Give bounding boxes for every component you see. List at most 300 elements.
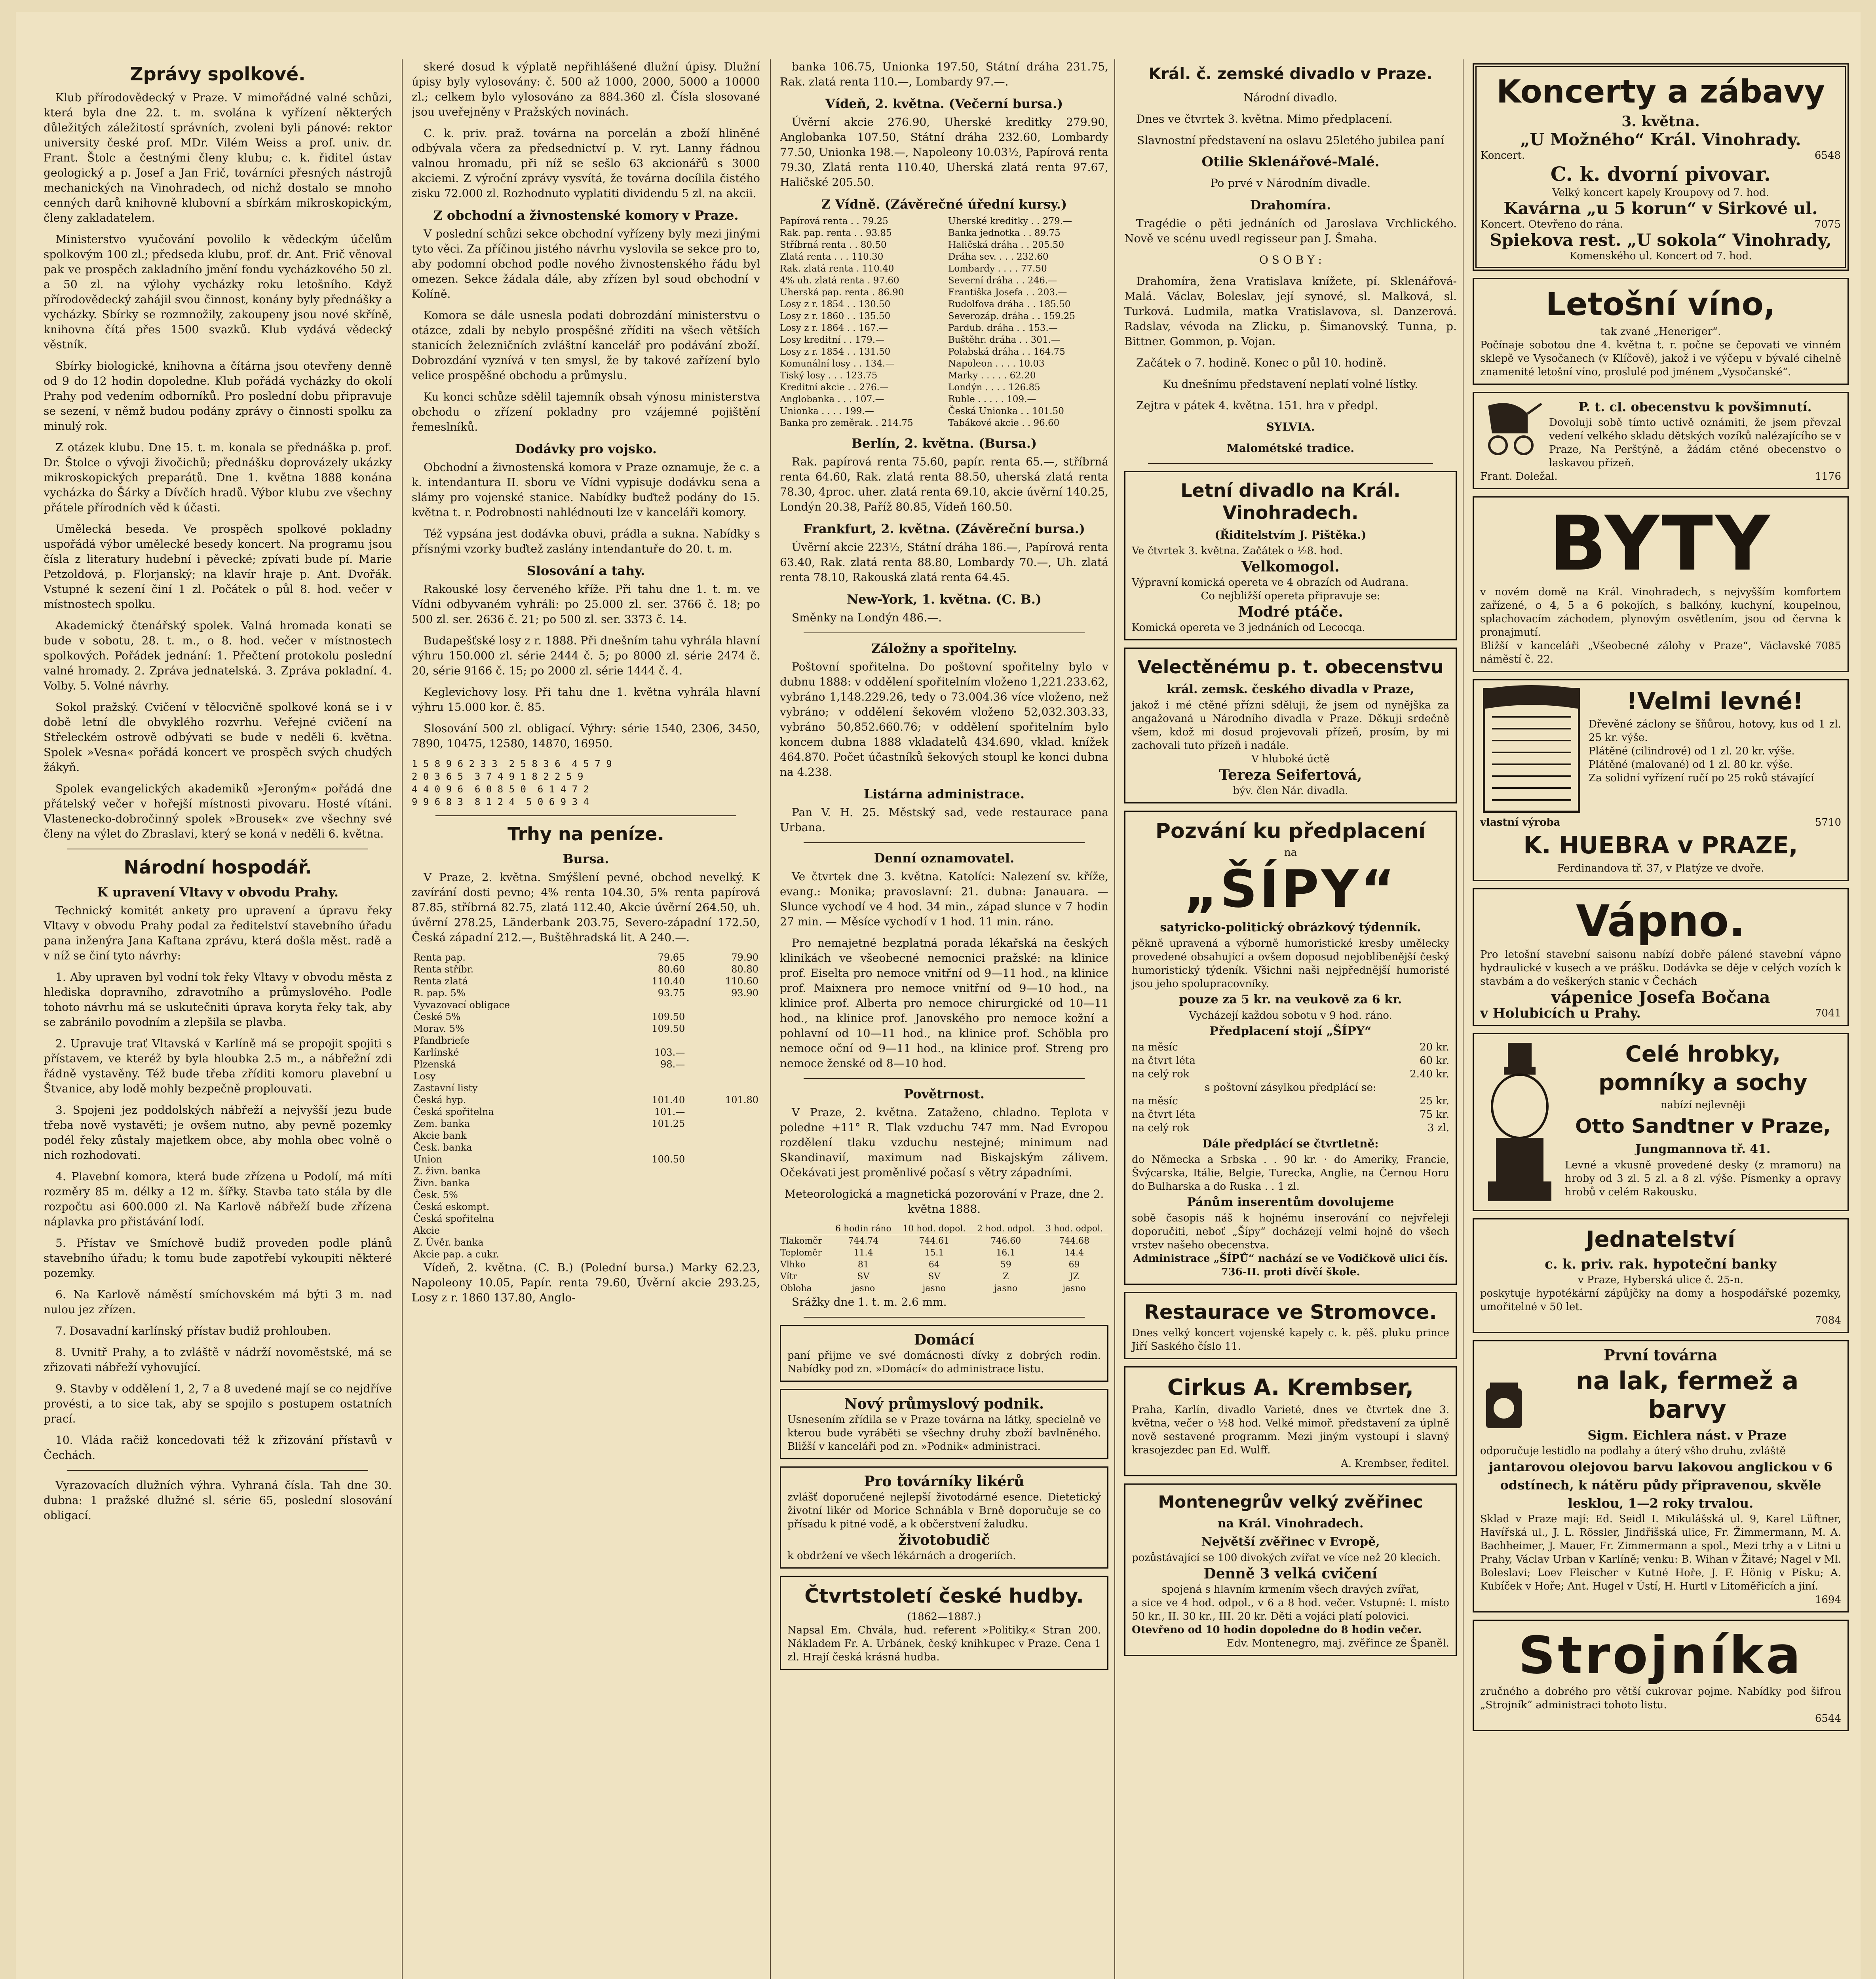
exchange-cell: 79.65 (658, 952, 685, 963)
quote-item: Napoleon . . . . 10.03 (948, 359, 1045, 369)
paragraph: Pro nemajetné bezplatná porada lékařská na českých klinikách ve všeobecné nemocnici pražské: na klinice prof. Eiselta pro nemoce vnitřní od 9—11 hod., na klinice prof. Maixnera pro nemoce vnitřní od 9—10 hod., na klinice prof. Albertа pro nemoce chirurgické od 10—11 hod., na klinice prof. Janovského pro nemoce kožní a pohlavní od 10—11 hod., na klinice prof. Schöbla pro nemoce oční od 9—11 hod., na klinice prof. Streng pro nemoce ženské od 8—10 hod. (780, 936, 1108, 1070)
paragraph: Slavnostní představení na oslavu 25letého jubilea paní (1137, 134, 1444, 147)
sipy-ad (1124, 811, 1457, 1285)
ad-text: Usnesením zřídila se v Praze továrna na látky, specielně ve kterou bude vyráběti se všechny druhy zboží bavlněného. Bližší v kanceláři pod zn. »Podnik« administraci. (787, 1414, 1101, 1453)
weather-cell: 14.4 (1064, 1248, 1084, 1258)
ad-subtitle: Sigm. Eichlera nást. v Praze (1587, 1428, 1787, 1443)
quote-item: Losy kreditní . . 179.— (780, 335, 885, 345)
exchange-row (412, 1213, 760, 1225)
section-title: Král. č. zemské divadlo v Praze. (1148, 65, 1433, 83)
ad-text: zvlášť doporučené nejlepší životodárné esence. Dietetický životní likér od Morice Schnábla v Brně doporučuje se co přísadu k pitné vodě, a k občerstvení žaludku. (787, 1491, 1101, 1530)
quote-item: Stříbrná renta . . 80.50 (780, 240, 887, 250)
newspaper-page (16, 12, 1861, 1979)
exchange-cell: Z. Úvěr. banka (413, 1237, 484, 1248)
section-subtitle: K upravení Vltavy v obvodu Prahy. (97, 885, 338, 900)
exchange-cell (686, 1201, 760, 1213)
concerts-ad (1473, 63, 1849, 271)
ad-text: na (1284, 847, 1297, 858)
quote-item: Kreditní akcie . . 276.— (780, 382, 889, 393)
weather-header-cell: 10 hod. dopol. (897, 1223, 971, 1235)
column-1 (44, 59, 392, 1979)
advertisement (780, 1325, 1108, 1382)
price-row (1132, 1041, 1449, 1054)
price-label: na čtvrt léta (1132, 1055, 1196, 1067)
paragraph: Směnky na Londýn 486.—. (792, 611, 942, 624)
paragraph: Srážky dne 1. t. m. 2.6 mm. (792, 1295, 947, 1309)
ad-line-meta (1481, 218, 1841, 231)
paragraph: Rakouské losy červeného kříže. Při tahu dne 1. t. m. ve Vídni odbyvaném vyhráli: po 25.000 zl. ser. 3766 č. 18; po 500 zl. ser. 2636 č. 21; po 500 zl. ser. 3373 č. 14. (412, 583, 760, 626)
ad-text: Praha, Karlín, divadlo Varieté, dnes ve čtvrtek dne 3. května, večer o ½8 hod. Velké mimoř. představení za úplně nově sestavené programm. Mezi jiným vystoupí i slavný krasojezdec pan Ed. Wulff. (1132, 1404, 1449, 1456)
exchange-cell (613, 1189, 687, 1201)
exchange-row (412, 1094, 760, 1106)
paragraph: Ve čtvrtek dne 3. května. Katolíci: Nalezení sv. kříže, evang.: Monika; pravoslavní: 21. dubna: Janauara. — Slunce vychodí ve 4 hod. 34 min., západ slunce v 7 hodin 27 min. — Měsíce vychodí v 1 hod. 11 min. ráno. (780, 870, 1108, 928)
ad-signature: Bližší v kanceláři „Všeobecné zálohy v Praze“, Václavské náměstí č. 22. (1480, 640, 1811, 665)
paragraph: Drahomíra, žena Vratislava knížete, pí. Sklenářová-Malá. Václav, Boleslav, její synové, sl. Malková, sl. Turková. Ludmila, matka Vratislavova, sl. Danzerová. Radslav, vévoda na Zlicku, p. Šimanovský. Tunna, p. Bittner. Gommon, p. Vojan. (1124, 275, 1457, 348)
paragraph: Ministerstvo vyučování povolilo k vědeckým účelům spolkovým 100 zl.; předseda klubu, prof. dr. Ant. Frič věnoval pak ve prospěch zakladního jmění fondu vycházkového 50 zl. a 50 zl. na výlohy vycházky roku letošního. Když přírodovědecký zahájil svou činnost, konány byly přednášky a vycházky. Sbírky se rozmnožily, zakoupeny jsou nové skříně, knihovna čítá přes 1500 svazků. Klub vydává vědecký věstník. (44, 233, 392, 351)
quote-item: Losy z r. 1860 . . 135.50 (780, 311, 891, 321)
paragraph: Komora se dále usnesla podati dobrozdání ministerstvu o otázce, zdali by nebylo prospěšné zříditi na všech větších stanicích železničních zvláštní kancelář pro podávání zboží. Dobrozdání vyznívá v ten smysl, že by takové zařízení bylo velice prospěšné obchodu a průmyslu. (412, 309, 760, 382)
quote-item: Banka pro zeměrak. . 214.75 (780, 418, 913, 428)
ad-number: 7084 (1815, 1314, 1841, 1326)
exchange-cell: Vyvazovací obligace (413, 999, 510, 1010)
ad-text: pouze za 5 kr. na veukově za 6 kr. (1179, 993, 1402, 1007)
ad-number: 1694 (1815, 1594, 1841, 1606)
ad-text: Edv. Montenegro, maj. zvěřince ze Španěl. (1226, 1637, 1449, 1649)
ad-text: s poštovní zásylkou předplácí se: (1205, 1082, 1376, 1094)
exchange-cell (686, 1082, 760, 1094)
ad-text: Dnes velký koncert vojenské kapely c. k. pěš. pluku prince Jiří Saského číslo 11. (1132, 1327, 1449, 1352)
exchange-cell: Karlínské (413, 1047, 459, 1058)
weather-header-cell: 2 hod. odpol. (971, 1223, 1040, 1235)
paragraph: Umělecká beseda. Ve prospěch spolkové pokladny uspořádá výbor umělecké besedy koncert. Na programu jsou čísla z literatury hudební i pěvecké; zpívati bude pí. Marie Petzoldová, p. Florjanský; na klavír hraje p. Ant. Dvořák. Vstupné k sezení činí 1 zl. Počátek o půl 8. hod. večer v místnostech spolku. (44, 522, 392, 611)
paragraph: 4. Plavební komora, která bude zřízena u Podolí, má míti rozměry 85 m. délky a 12 m. šířky. Stavba tato stála by dle rozpočtu asi 600.000 zl. Na Karlově nábřeží bude zřízena náplavka pro přistávání lodí. (44, 1170, 392, 1228)
paragraph: Klub přírodovědecký v Praze. V mimořádné valné schůzi, která byla dne 22. t. m. svolána k vyřízení některých důležitých záležitostí správních, zvoleni byli pánové: rektor university české prof. MDr. Vilém Weiss a prof. univ. dr. Frant. Štolc a čestnými členy klubu; c. k. řiditel ústav geologický a p. Josef a Jan Frič, továrníci přesných nástrojů mechanických na Vinohradech, od nichž dostalo se mnoho cenných darů knihovně klubovní a sbírkám mikroskopickým, členy zakladatelem. (44, 91, 392, 224)
exchange-cell (686, 999, 760, 1011)
divider (67, 1470, 368, 1471)
weather-cell: Tlakoměr (780, 1236, 822, 1246)
exchange-cell: 110.40 (652, 976, 685, 987)
exchange-cell (613, 1070, 687, 1082)
quote-item: Severozáp. dráha . . 159.25 (948, 311, 1075, 321)
paragraph: 8. Uvnitř Prahy, a to zvláště v nádrží novoměstské, má se zřizovati nábřeží vyhovující. (44, 1346, 392, 1374)
ad-text: Otevřeno od 10 hodin dopoledne do 8 hodin večer. (1132, 1624, 1422, 1636)
column-rule (770, 59, 771, 1979)
weather-cell: jasno (852, 1284, 875, 1293)
quote-item: Dráha sev. . . . 232.60 (948, 252, 1049, 262)
paragraph: Dnes ve čtvrtek 3. května. Mimo předplacení. (1136, 112, 1393, 125)
ad-headline: „ŠÍPY“ (1184, 859, 1397, 919)
ad-line-meta (1481, 149, 1841, 162)
weather-cell: jasno (1062, 1284, 1086, 1293)
weather-cell: 744.68 (1059, 1236, 1090, 1246)
weather-cell: 64 (928, 1260, 940, 1270)
section-title: Slosování a tahy. (526, 563, 645, 578)
ad-text: A. Krembser, ředitel. (1341, 1458, 1449, 1470)
advertisement (780, 1389, 1108, 1459)
ad-title: Montenegrův velký zvěřinec (1158, 1492, 1423, 1512)
paragraph: V Praze, 2. května. Smýšlení pevné, obchod nevelký. K zavírání dosti pevno; 4% renta 104.30, 5% rentа papírová 87.85, stříbrná 82.75, zlatá 112.40, Akcie úvěrní 264.50, uh. úvěrní 278.25, Länderbank 203.75, Severo-západní 172.50, Česká západní 212.—, Buštěhradská lit. A 240.—. (412, 871, 760, 944)
quote-item: Haličská dráha . . 205.50 (948, 240, 1064, 250)
column-2 (412, 59, 760, 1979)
quote-item: Česká Unionka . . 101.50 (948, 406, 1064, 416)
exchange-row (412, 1141, 760, 1153)
ad-signature: Frant. Doležal. (1480, 471, 1558, 482)
ad-subtitle: tak zvané „Heneriger“. (1600, 326, 1721, 338)
exchange-cell (613, 1177, 687, 1189)
paragraph: Sokol pražský. Cvičení v tělocvičně spolkové koná se i v době letní dle obvyklého rozvrhu. Veřejné cvičení na Střeleckém ostrově odbývati se bude v neděli 6. května. Spolek »Vesna« pořádá koncert ve prospěch svých chudých žákyň. (44, 701, 392, 774)
ad-text: nabízí nejlevněji (1660, 1099, 1746, 1111)
ad-headline: Velkomogol. (1241, 558, 1340, 575)
price-value: 2.40 kr. (1410, 1068, 1449, 1080)
ad-headline: Denně 3 velká cvičení (1203, 1565, 1378, 1582)
weather-cell: SV (857, 1272, 870, 1282)
ad-text: Sklad v Praze mají: Ed. Seidl I. Mikulášská ul. 9, Karel Lüftner, Havířská ul., J. L. Rössler, Jindřišská ulice, Fr. Žimmermann, M. A. Bachheimer, J. Mauer, Fr. Zimmermann a spol., Mezi trhy a v Litni u Prahy, Václav Urban v Karlíně; venku: B. Wihan v Žitavé; Nagel v Ml. Boleslavi; Loev Fleischer v Kutné Hoře, J. F. Hönig v Písku; A. Kubíček v Hoře; Ant. Hugel v Ústí, H. Hurtl v Litoměřicích a jiní. (1480, 1513, 1841, 1592)
ad-text: Pánům inserentům dovolujeme (1187, 1195, 1394, 1209)
section-subtitle: Bursa. (563, 851, 609, 866)
exchange-cell (613, 1165, 687, 1177)
ad-number: 1176 (1815, 471, 1841, 482)
ad-title: Celé hrobky, (1625, 1041, 1781, 1067)
paragraph: Úvěrní akcie 276.90, Uherské kreditky 279.90, Anglobanka 107.50, Státní dráha 232.60, Lombardy 77.50, Unionka 198.—, Napoleony 10.03½, Papírová renta 79.30, Zlatá renta 110.40, Uherská zlatá renta 97.67, Haličské 205.50. (780, 116, 1108, 189)
exchange-cell: 109.50 (652, 1023, 685, 1034)
ad-text: Velký koncert kapely Kroupovy od 7. hod. (1552, 187, 1769, 199)
ad-text: Ve čtvrtek 3. května. Začátek o ½8. hod. (1132, 545, 1343, 557)
divider (1148, 463, 1433, 464)
ad-text: do Německa a Srbska . . 90 kr. · do Ameriky, Francie, Švýcarska, Itálie, Belgie, Turecka, Anglie, na Černou Horu do Bulharska a do Ruska . . 1 zl. (1132, 1154, 1449, 1193)
divider (804, 842, 1085, 843)
exchange-cell (613, 1082, 687, 1094)
ad-text: Napsal Em. Chvála, hud. referent »Politiky.« Stran 200. Nákladem Fr. A. Urbánek, český knihkupec v Praze. Cena 1 zl. Hrají česká krásná hudba. (787, 1624, 1101, 1663)
weather-cell: 746.60 (990, 1236, 1021, 1246)
paragraph: Poštovní spořitelna. Do poštovní spořitelny bylo v dubnu 1888: v oddělení spořitelním vloženo 1,221.233.62, vybráno 1,148.229.26, tedy o 73.004.36 více vloženo, než vybráno; v oddělení šekovém vloženo 52,032.303.33, vybráno 50,852.660.76; v oddělení spořitelním bylo koncem dubna 1888 vkladatelů 434.690, vklad. knížek 464.870. Počet účastníků šekových stoupl ke konci dubna na 4.238. (780, 660, 1108, 779)
exchange-cell (686, 1046, 760, 1058)
exchange-cell: 103.— (654, 1047, 685, 1058)
play-title: Drahomíra. (1250, 198, 1331, 213)
quote-item: Tiský losy . . . 123.75 (780, 370, 878, 381)
exchange-cell: Česká spořitelna (413, 1106, 494, 1117)
weather-cell: 744.61 (919, 1236, 950, 1246)
quote-item: Losy z r. 1854 . . 130.50 (780, 299, 891, 310)
weather-header-cell (780, 1223, 830, 1235)
paragraph: Rak. papírová renta 75.60, papír. renta 65.—, stříbrná renta 64.60, Rak. zlatá renta 88.50, uherská zlatá renta 78.30, 4proc. uher. zlatá renta 69.10, akcie úvěrní 140.25, Londýn 20.38, Paříž 80.85, Vídeň 160.50. (780, 455, 1108, 513)
exchange-row (412, 1189, 760, 1201)
section-title: Záložny a spořitelny. (871, 641, 1017, 656)
weather-cell: Vítr (780, 1272, 797, 1282)
exchange-cell (686, 1165, 760, 1177)
exchange-cell (686, 1248, 760, 1260)
exchange-row (412, 1177, 760, 1189)
column-4 (1124, 59, 1457, 1979)
ad-text: k obdržení ve všech lékárnách a drogeriích. (787, 1550, 1016, 1562)
cast-title: O S O B Y : (1259, 253, 1322, 266)
weather-cell: JZ (1069, 1272, 1079, 1282)
weather-table (780, 1223, 1108, 1295)
divider (804, 1317, 1085, 1318)
quote-item: Ruble . . . . . 109.— (948, 394, 1036, 405)
tombstone-icon (1480, 1039, 1559, 1205)
divider (804, 1078, 1085, 1079)
exchange-cell: R. pap. 5% (413, 988, 466, 999)
price-row (1132, 1054, 1449, 1067)
exchange-cell: 79.90 (731, 952, 758, 963)
weather-row (780, 1271, 1108, 1283)
exchange-cell: 109.50 (652, 1011, 685, 1022)
exchange-row (412, 1236, 760, 1248)
paragraph: Obchodní a živnostenská komora v Praze oznamuje, že c. a k. intendantura II. sboru ve Vídni vypisuje dodávku sena a slámy pro vojenské stanice. Nabídky buďtež podány do 15. května t. r. Podrobnosti nahlédnouti lze v kanceláři komory. (412, 461, 760, 519)
price-list (1132, 1094, 1449, 1135)
price-row (1132, 1108, 1449, 1121)
exchange-cell (686, 1035, 760, 1046)
ad-headline: Tereza Seifertová, (1219, 767, 1362, 783)
ad-number: 7075 (1814, 218, 1841, 230)
restaurant-ad (1124, 1292, 1457, 1359)
ad-item: Plátěné (cilindrové) od 1 zl. 20 kr. výše. (1589, 745, 1795, 757)
ad-text: V hluboké úctě (1251, 753, 1330, 765)
quote-item: Františka Josefa . . 203.— (948, 287, 1067, 298)
weather-cell: Obloha (780, 1284, 812, 1293)
ad-headline: Největší zvěřinec v Evropě, (1201, 1535, 1380, 1549)
exchange-row (412, 1011, 760, 1023)
weather-cell: Vlhko (780, 1260, 806, 1270)
exchange-cell: Zastavní listy (413, 1083, 478, 1094)
ad-item: Plátěné (malované) od 1 zl. 80 kr. výše. (1589, 759, 1793, 771)
paragraph: Zejtra v pátek 4. května. 151. hra v předpl. (1136, 399, 1378, 412)
ad-title: Restaurace ve Stromovce. (1144, 1301, 1437, 1324)
price-list (1132, 1041, 1449, 1081)
column-rule (1463, 59, 1464, 1979)
ad-line: Kavárna „u 5 korun“ v Sirkové ul. (1503, 199, 1818, 218)
exchange-cell: Česk. banka (413, 1142, 472, 1153)
divider (804, 632, 1085, 633)
exchange-row (412, 1118, 760, 1130)
paint-can-icon (1480, 1377, 1528, 1432)
exchange-cell: 101.80 (725, 1094, 758, 1105)
paragraph: Budapešťské losy z r. 1888. Při dnešním tahu vyhrála hlavní výhru 150.000 zl. série 2444 č. 5; po 8000 zl. série 2474 č. 20, série 9166 č. 15; po 2000 zl. série 1444 č. 4. (412, 634, 760, 677)
quote-item: Lombardy . . . . 77.50 (948, 264, 1047, 274)
exchange-row (412, 1070, 760, 1082)
flats-ad (1473, 496, 1849, 672)
ad-number: 5710 (1815, 817, 1841, 828)
ad-text: Levné a vkusně provedené desky (z mramoru) na hroby od 3 zl. 5 zl. a 8 zl. výše. Písmenky a opravy hrobů v celém Rakousku. (1565, 1159, 1841, 1198)
weather-header-cell: 6 hodin ráno (830, 1223, 897, 1235)
exchange-row (412, 987, 760, 999)
exchange-cell: 80.60 (658, 964, 685, 975)
weather-cell: SV (928, 1272, 941, 1282)
exchange-cell: Česká spořitelna (413, 1213, 494, 1224)
exchange-row (412, 999, 760, 1011)
ad-title: Pozvání ku předplacení (1155, 819, 1426, 843)
weather-cell: 16.1 (996, 1248, 1016, 1258)
weather-cell: 81 (857, 1260, 869, 1270)
ad-text: spojená s hlavním krmením všech dravých zvířat, (1161, 1584, 1420, 1595)
exchange-cell: 98.— (660, 1059, 685, 1070)
exchange-cell (613, 1130, 687, 1141)
exchange-cell (686, 1225, 760, 1236)
exchange-cell (613, 1035, 687, 1046)
exchange-cell: Česká eskompt. (413, 1201, 490, 1212)
quote-item: Tabákové akcie . . 96.60 (948, 418, 1060, 428)
section-title: Listárna administrace. (863, 786, 1025, 801)
circus-ad (1124, 1366, 1457, 1476)
exchange-cell: Živn. banka (413, 1178, 470, 1189)
exchange-cell: 93.75 (658, 988, 685, 999)
ad-item: Za solidní vyřízení ručí po 25 roků stávající (1589, 772, 1814, 784)
exchange-cell: Renta pap. (413, 952, 466, 963)
quote-item: Severní dráha . . 246.— (948, 275, 1057, 286)
section-title: Národní hospodář. (124, 857, 312, 878)
mortgage-ad (1473, 1218, 1849, 1333)
price-label: na čtvrt léta (1132, 1109, 1196, 1121)
ad-title: Pro továrníky likérů (864, 1473, 1024, 1490)
exchange-cell: 80.80 (731, 964, 758, 975)
ad-text: zručného a dobrého pro větší cukrovar pojme. Nabídky pod šifrou „Strojník“ administraci tohoto listu. (1480, 1686, 1841, 1711)
quote-item: Rudolfova dráha . . 185.50 (948, 299, 1071, 310)
ad-title: P. t. cl. obecenstvu k povšimnutí. (1578, 399, 1812, 414)
paragraph: Keglevichovy losy. Při tahu dne 1. května vyhrála hlavní výhru 15.000 kor. č. 85. (412, 686, 760, 714)
ad-text: býv. člen Nár. divadla. (1233, 785, 1348, 797)
quote-item: Papírová renta . . 79.25 (780, 216, 888, 226)
exchange-cell: 100.50 (652, 1154, 685, 1165)
column-rule (1114, 59, 1115, 1979)
price-row (1132, 1094, 1449, 1108)
price-row (1132, 1067, 1449, 1081)
paragraph: 6. Na Karlově náměstí smíchovském má býti 3 m. nad nulou jez zřízen. (44, 1288, 392, 1316)
exchange-cell (613, 1213, 687, 1225)
exchange-cell (613, 1236, 687, 1248)
ad-text: jantarovou olejovou barvu lakovou anglickou v 6 odstínech, k nátěru půdy připravenou, skvěle lesklou, 1—2 roky trvalou. (1488, 1459, 1833, 1511)
weather-cell: 15.1 (924, 1248, 944, 1258)
quote-item: Londýn . . . . 126.85 (948, 382, 1040, 393)
paragraph: banka 106.75, Unionka 197.50, Státní dráha 231.75, Rak. zlatá renta 110.—, Lombardy 97.—. (780, 60, 1108, 88)
quote-item: Pardub. dráha . . 153.— (948, 323, 1058, 333)
exchange-cell (686, 1130, 760, 1141)
subtitle: Národní divadlo. (1243, 91, 1338, 104)
tombstone-ad (1473, 1033, 1849, 1211)
exchange-cell: 101.25 (652, 1118, 685, 1129)
exchange-cell: Česk. 5% (413, 1189, 458, 1200)
ad-text: Co nejbližší opereta připravuje se: (1201, 590, 1380, 602)
ad-text: v novém domě na Král. Vinohradech, s nejvyšším komfortem zařízené, o 4, 5 a 6 pokojích, s balkóny, kuchyní, koupelnou, splachovacím záchodem, plynovým osvětlením, jsou od června k pronajmutí. (1480, 586, 1841, 638)
paragraph: Ku konci schůze sdělil tajemník obsah výnosu ministerstva obchodu o zřízení pokladny pro vzájemné pojištění řemeslníků. (412, 390, 760, 433)
quote-item: Rak. zlatá renta . 110.40 (780, 264, 894, 274)
quote-item: Uherská pap. renta . 86.90 (780, 287, 904, 298)
paragraph: 5. Přístav ve Smíchově budiž proveden podle plánů stavebního úřadu; k tomu bude zapotřebí vykoupiti některé pozemky. (44, 1236, 392, 1280)
pram-ad (1473, 392, 1849, 489)
advertisement (780, 1466, 1108, 1569)
exchange-cell: Plzenská (413, 1059, 456, 1070)
paragraph: 1. Aby upraven byl vodní tok řeky Vltavy v obvodu města z hlediska dopravního, zdravotního a průmyslového. Podle tohoto návrhu má se uskutečniti úprava koryta řeky tak, aby se zabránilo povodním a zlepšila se plavba. (44, 971, 392, 1029)
exchange-cell: Akcie pap. a cukr. (413, 1249, 499, 1260)
exchange-cell: Akcie bank (413, 1130, 467, 1141)
ad-line: C. k. dvorní pivovar. (1550, 162, 1771, 186)
price-value: 20 kr. (1420, 1041, 1449, 1053)
exchange-cell: Morav. 5% (413, 1023, 464, 1034)
section-subtitle: Berlín, 2. května. (Bursa.) (851, 436, 1037, 451)
ad-line-meta (1480, 1007, 1841, 1020)
ad-title: Letní divadlo na Král. Vinohradech. (1180, 480, 1401, 523)
exchange-cell: Renta zlatá (413, 976, 468, 987)
price-value: 3 zl. (1427, 1122, 1449, 1134)
ad-subtitle: (Řiditelstvím J. Pištěka.) (1215, 528, 1367, 541)
exchange-cell: Z. živn. banka (413, 1166, 481, 1177)
ad-subtitle: satyricko-politický obrázkový týdenník. (1160, 921, 1421, 934)
exchange-row (412, 1082, 760, 1094)
paragraph: Slosování 500 zl. obligací. Výhry: série 1540, 2306, 3450, 7890, 10475, 12580, 14870, 16950. (412, 722, 760, 750)
exchange-cell: 93.90 (731, 988, 758, 999)
ad-line: „U Možného“ Král. Vinohrady. (1520, 130, 1801, 149)
paragraph: Úvěrní akcie 223½, Státní dráha 186.—, Papírová renta 63.40, Rak. zlatá renta 88.80, Lombardy 70.—, Uh. zlatá renta 78.10, Rakouská zlatá renta 64.45. (780, 541, 1108, 584)
exchange-cell (686, 1011, 760, 1023)
exchange-cell: Česká hyp. (413, 1094, 466, 1105)
ad-text: Komenského ul. Koncert od 7. hod. (1569, 250, 1752, 262)
weather-cell: 744.74 (848, 1236, 879, 1246)
price-label: na měsíc (1132, 1095, 1178, 1107)
paragraph: V Praze, 2. května. Zataženo, chladno. Teplota v poledne +11° R. Tlak vzduchu 747 mm. Nad Evropou rozdělení tlaku vzduchu nestejné; minimum nad Skandinavií, maximum nad Biskajským zálivem. Očekávati jest proměnlivé počasí s větry západními. (780, 1106, 1108, 1179)
quote-item: Buštěhr. dráha . . 301.— (948, 335, 1060, 345)
quote-item: 4% uh. zlatá renta . 97.60 (780, 275, 899, 286)
price-row (1132, 1121, 1449, 1135)
exchange-table (412, 952, 760, 1260)
ad-headline: životobudič (898, 1532, 990, 1548)
window-blind-icon (1480, 685, 1583, 816)
paragraph: Pan V. H. 25. Městský sad, vede restaurace pana Urbana. (780, 806, 1108, 834)
ad-line-meta (1480, 816, 1841, 829)
section-title: Denní oznamovatel. (874, 851, 1015, 866)
ad-text: pěkně upravená a výborně humoristické kresby umělecky provedené obsahující a ovšem doposud nejoblíbenější český humoristický týdeník. Všichni naši nejpřednější humoristé jsou jeho spolupracovníky. (1132, 938, 1449, 990)
ad-text: vlastní výroba (1480, 817, 1560, 828)
ad-title: Cirkus A. Krembser, (1167, 1375, 1414, 1400)
section-subtitle: Frankfurt, 2. května. (Závěreční bursa.) (803, 521, 1085, 536)
quote-item: Anglobanka . . . 107.— (780, 394, 884, 405)
section-title: Trhy na peníze. (507, 823, 664, 845)
exchange-cell (686, 1141, 760, 1153)
paragraph: 7. Dosavadní karlínský přístav budiž prohlouben. (55, 1324, 331, 1337)
ad-number: 7085 (1815, 640, 1841, 652)
paragraph: Z otázek klubu. Dne 15. t. m. konala se přednáška p. prof. Dr. Štolce o vývoji živočichů; přednášku doprovázely ukázky mikroskopických preparátů. Dne 1. května 1888 konána vycházka do Šárky a Dívčích hradů. Výbor klubu zve všechny přátele přírodních věd k účasti. (44, 441, 392, 514)
exchange-cell (613, 1201, 687, 1213)
paragraph: V poslední schůzi sekce obchodní vyřízeny byly mezi jinými tyto věci. Za příčinou jistého návrhu vyslovila se sekce pro to, aby podomní obchod podle nového živnostenského řádu byl omezen. Sekce žádala dále, aby zřízen byl soud obchodní v Kolíně. (412, 227, 760, 300)
exchange-cell (686, 1106, 760, 1118)
ad-text: Koncert. (1481, 150, 1525, 161)
section-title: Z obchodní a živnostenské komory v Praze. (433, 208, 739, 223)
machinist-ad (1473, 1620, 1849, 1731)
section-subtitle: New-York, 1. května. (C. B.) (846, 592, 1042, 607)
play-title: SYLVIA. (1266, 420, 1315, 433)
exchange-cell (686, 1236, 760, 1248)
quote-item: Polabská dráha . . 164.75 (948, 347, 1065, 357)
ad-text: Předplacení stojí „ŠÍPY“ (1209, 1024, 1372, 1038)
honoree-name: Otilie Sklenářové-Malé. (1201, 154, 1380, 170)
column-rule (402, 59, 403, 1979)
exchange-cell (613, 1248, 687, 1260)
ad-footer (1480, 639, 1841, 666)
weather-cell: 69 (1068, 1260, 1080, 1270)
exchange-cell (686, 1213, 760, 1225)
ad-title: Koncerty a zábavy (1496, 73, 1825, 110)
ad-text: Dále předplácí se čtvrtletně: (1202, 1137, 1379, 1150)
ad-text: Pro letošní stavební saisonu nabízí dobře pálené stavební vápno hydraulické v kusech a ve prášku. Dodávka se děje v celých vozích k stavbám a do veškerých stanic v Čechách (1480, 949, 1841, 988)
quote-item: Komunální losy . . 134.— (780, 359, 895, 369)
weather-row (780, 1283, 1108, 1295)
ad-text: paní přijme ve své domácnosti dívky z dobrých rodin. Nabídky pod zn. »Domácí« do administrace listu. (787, 1350, 1101, 1375)
exchange-row (412, 1046, 760, 1058)
paragraph: Po prvé v Národním divadle. (1210, 177, 1371, 190)
paragraph: Tragédie o pěti jednáních od Jaroslava Vrchlického. Nově ve scénu uvedl regisseur pan J. Šmaha. (1124, 217, 1457, 245)
ad-text: Počínaje sobotou dne 4. května t. r. počne se čepovati ve vinném sklepě ve Vysočanech (v Klíčově), jakož i ve výčepu v bývalé cihelně znamenité letošní víno, proslulé pod jménem „Vysočanské“. (1480, 339, 1841, 378)
price-value: 60 kr. (1420, 1055, 1449, 1067)
column-3 (780, 59, 1108, 1979)
section-title: Zprávy spolkové. (130, 63, 306, 85)
